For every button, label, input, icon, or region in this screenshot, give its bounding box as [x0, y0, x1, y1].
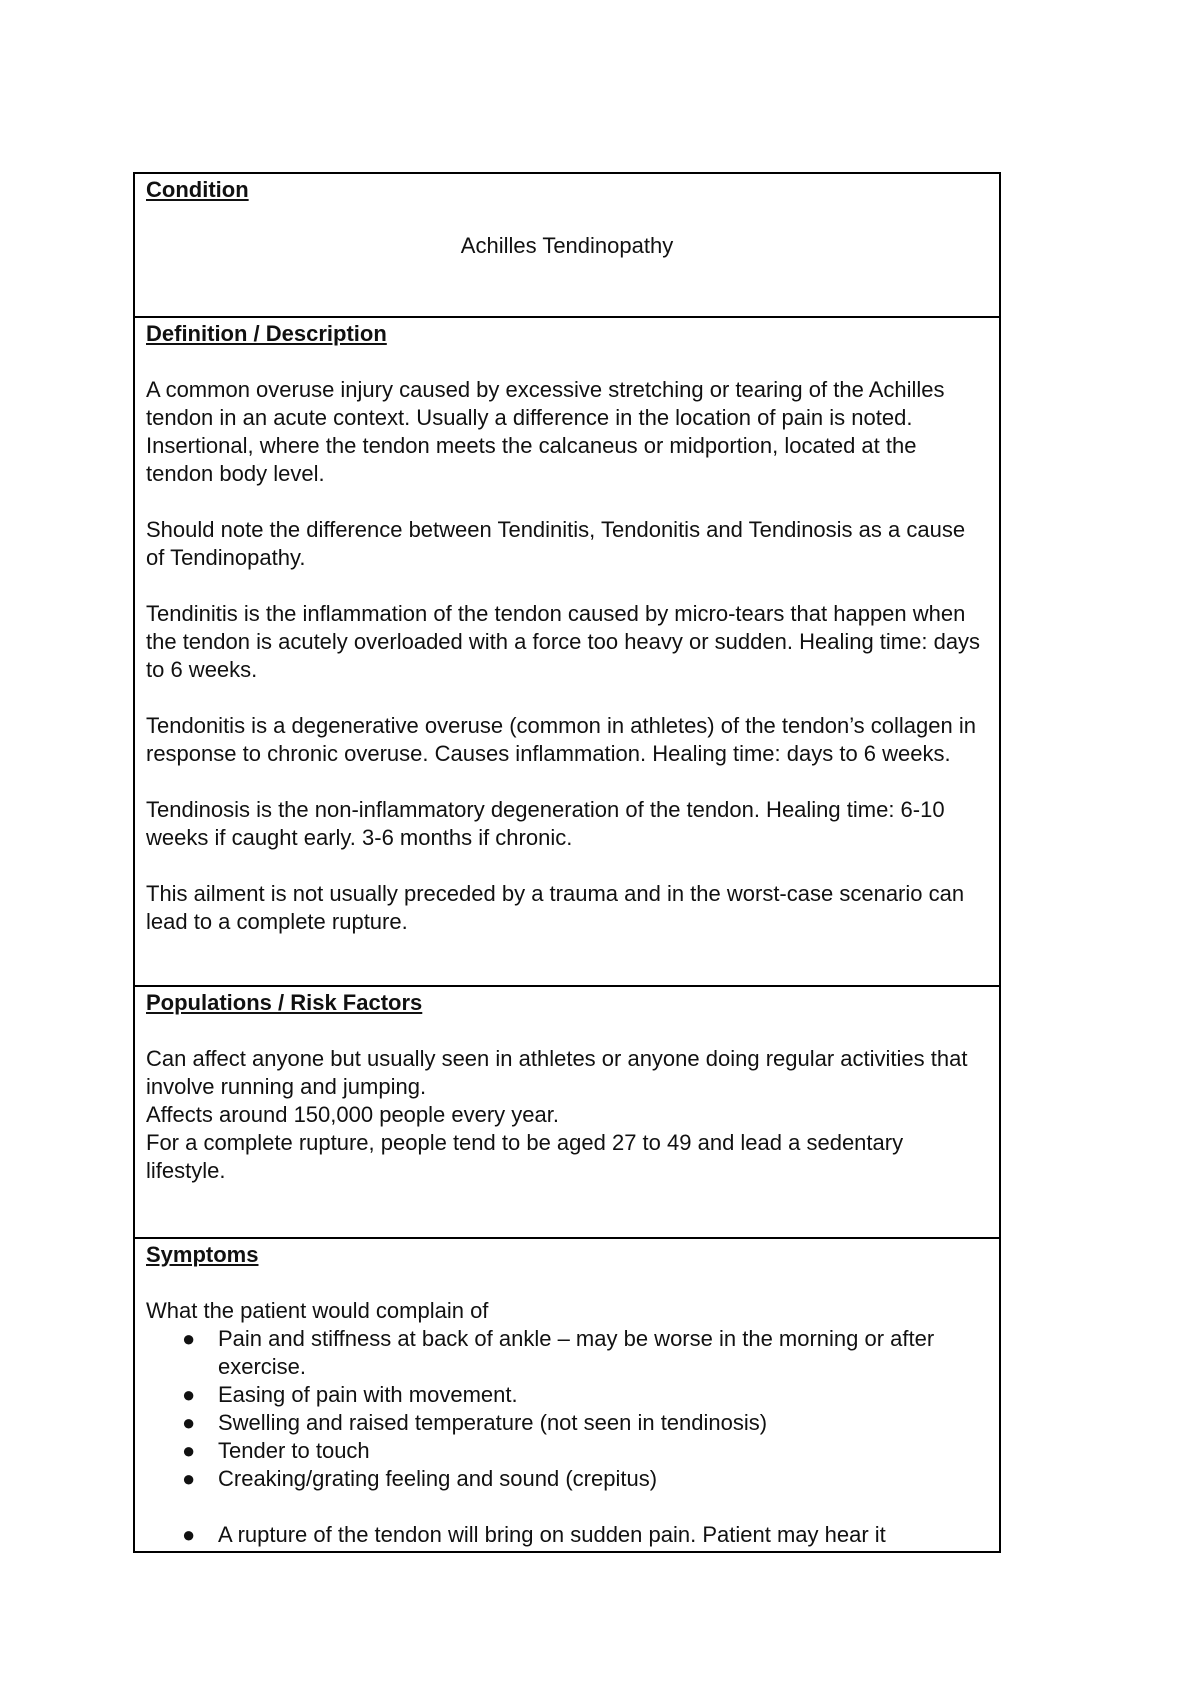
populations-line-3: For a complete rupture, people tend to be aged 27 to 49 and lead a sedentary lifestyle. — [146, 1130, 904, 1183]
bullet-icon: ● — [182, 1438, 196, 1463]
populations-row — [134, 986, 1000, 1238]
bullet-icon: ● — [182, 1522, 196, 1547]
definition-row — [134, 317, 1000, 986]
definition-label: Definition / Description — [146, 321, 387, 346]
symptoms-row — [134, 1238, 1000, 1552]
symptom-text: Pain and stiffness at back of ankle – may be worse in the morning or after exercise. — [218, 1326, 935, 1379]
bullet-icon: ● — [182, 1466, 196, 1491]
symptoms-list — [146, 1325, 988, 1493]
bullet-icon: ● — [182, 1326, 196, 1351]
definition-paragraph-4: Tendonitis is a degenerative overuse (common in athletes) of the tendon’s collagen in response to chronic overuse. Causes inflammation. Healing time: days to 6 weeks. — [146, 713, 976, 766]
definition-paragraph-6: This ailment is not usually preceded by a trauma and in the worst-case scenario can lead to a complete rupture. — [146, 881, 965, 934]
symptom-text: Tender to touch — [218, 1438, 370, 1463]
definition-cell — [134, 317, 1000, 986]
symptom-text: Easing of pain with movement. — [218, 1382, 518, 1407]
bullet-icon: ● — [182, 1410, 196, 1435]
list-item — [182, 1325, 988, 1381]
populations-line-1: Can affect anyone but usually seen in athletes or anyone doing regular activities that involve running and jumping. — [146, 1046, 968, 1099]
definition-paragraph-2: Should note the difference between Tendinitis, Tendonitis and Tendinosis as a cause of Tendinopathy. — [146, 517, 966, 570]
condition-value: Achilles Tendinopathy — [460, 233, 674, 258]
condition-label: Condition — [146, 177, 249, 202]
symptom-text: Swelling and raised temperature (not seen in tendinosis) — [218, 1410, 768, 1435]
list-item — [182, 1437, 988, 1465]
condition-row — [134, 173, 1000, 317]
populations-label: Populations / Risk Factors — [146, 990, 423, 1015]
symptoms-extra-list — [146, 1521, 988, 1549]
bullet-icon: ● — [182, 1382, 196, 1407]
symptom-text: Creaking/grating feeling and sound (crepitus) — [218, 1466, 658, 1491]
symptoms-intro: What the patient would complain of — [146, 1298, 489, 1323]
definition-paragraph-3: Tendinitis is the inflammation of the tendon caused by micro-tears that happen when the tendon is acutely overloaded with a force too heavy or sudden. Healing time: days to 6 weeks. — [146, 601, 981, 682]
condition-form-table — [133, 172, 1001, 1553]
symptom-text: A rupture of the tendon will bring on sudden pain. Patient may hear it — [218, 1522, 886, 1547]
symptoms-cell — [134, 1238, 1000, 1552]
list-item — [182, 1381, 988, 1409]
definition-paragraph-1: A common overuse injury caused by excessive stretching or tearing of the Achilles tendon in an acute context. Usually a difference in the location of pain is noted. Insertional, where the tendon meets the calcaneus or midportion, located at the tendon body level. — [146, 377, 945, 486]
populations-line-2: Affects around 150,000 people every year. — [146, 1102, 559, 1127]
list-item — [182, 1521, 988, 1549]
list-item — [182, 1465, 988, 1493]
definition-paragraph-5: Tendinosis is the non-inflammatory degeneration of the tendon. Healing time: 6-10 weeks if caught early. 3-6 months if chronic. — [146, 797, 945, 850]
list-item — [182, 1409, 988, 1437]
symptoms-label: Symptoms — [146, 1242, 259, 1267]
condition-cell — [134, 173, 1000, 317]
populations-cell — [134, 986, 1000, 1238]
